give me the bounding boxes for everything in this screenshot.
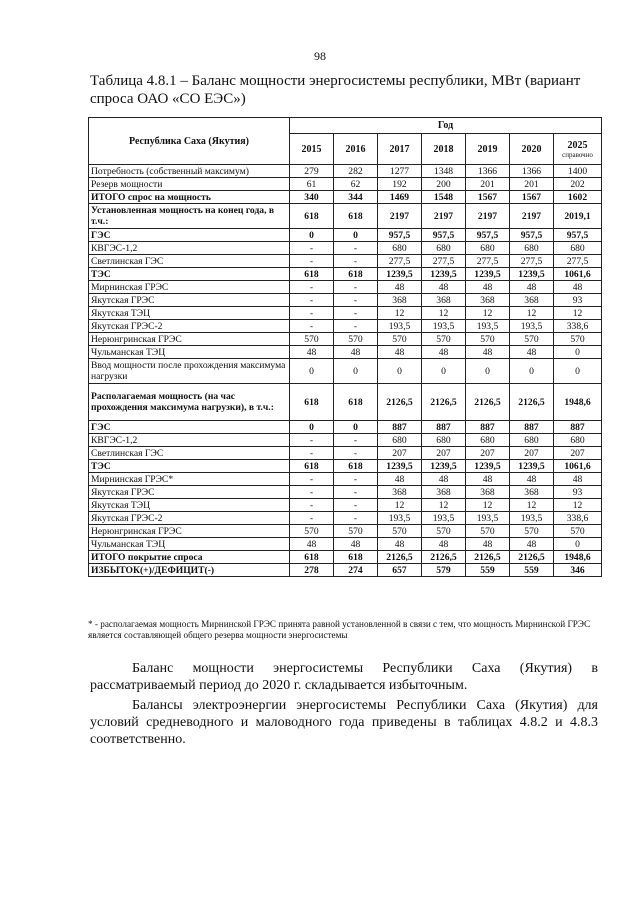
value-cell: 12 [378, 499, 422, 512]
table-row [89, 486, 602, 499]
value-cell: 12 [554, 307, 602, 320]
value-cell: 680 [422, 242, 466, 255]
value-cell: 277,5 [466, 255, 510, 268]
value-cell: 2126,5 [510, 384, 554, 421]
value-cell: 61 [290, 178, 334, 191]
table-row [89, 255, 602, 268]
value-cell: - [290, 320, 334, 333]
value-cell: 48 [422, 538, 466, 551]
value-cell: 570 [422, 525, 466, 538]
row-label: КВГЭС-1,2 [89, 434, 290, 447]
value-cell: 0 [554, 346, 602, 359]
year-header: 2019 [466, 134, 510, 165]
row-label: Якутская ТЭЦ [89, 307, 290, 320]
row-label: ГЭС [89, 421, 290, 434]
value-cell: - [290, 434, 334, 447]
value-cell: 93 [554, 486, 602, 499]
row-label: ИТОГО спрос на мощность [89, 191, 290, 204]
footnote: * - располагаемая мощность Мирнинской ГРЭС принята равной установленной в связи с тем, что мощность Мирнинской ГРЭС является составляющей общего резерва мощности энергосистемы [88, 619, 591, 640]
value-cell: 618 [334, 384, 378, 421]
table-row [89, 281, 602, 294]
row-label: Якутская ГРЭС-2 [89, 320, 290, 333]
value-cell: 48 [334, 346, 378, 359]
value-cell: 1567 [466, 191, 510, 204]
row-label: ТЭС [89, 268, 290, 281]
year-header: 2020 [510, 134, 554, 165]
value-cell: 570 [554, 525, 602, 538]
value-cell: 368 [466, 486, 510, 499]
value-cell: 2126,5 [422, 384, 466, 421]
value-cell: 193,5 [422, 512, 466, 525]
row-label: Светлинская ГЭС [89, 447, 290, 460]
value-cell: 1400 [554, 165, 602, 178]
value-cell: 2126,5 [422, 551, 466, 564]
table-row [89, 359, 602, 384]
power-balance-table [88, 117, 602, 577]
value-cell: 618 [290, 460, 334, 473]
value-cell: - [290, 294, 334, 307]
value-cell: 618 [290, 384, 334, 421]
value-cell: 346 [554, 564, 602, 577]
value-cell: 2126,5 [510, 551, 554, 564]
paragraph: Балансы электроэнергии энергосистемы Республики Саха (Якутия) для условий средневодного и маловодного года приведены в таблицах 4.8.2 и 4.8.3 соответственно. [90, 698, 598, 747]
value-cell: 680 [422, 434, 466, 447]
table-row [89, 242, 602, 255]
value-cell: - [334, 255, 378, 268]
table-row [89, 320, 602, 333]
table-row [89, 525, 602, 538]
year-label: 2025 [567, 139, 588, 151]
value-cell: 0 [378, 359, 422, 384]
value-cell: - [290, 281, 334, 294]
value-cell: 48 [378, 473, 422, 486]
value-cell: 570 [466, 525, 510, 538]
value-cell: 12 [510, 499, 554, 512]
value-cell: 570 [422, 333, 466, 346]
value-cell: 680 [510, 242, 554, 255]
value-cell: - [334, 447, 378, 460]
value-cell: 368 [422, 486, 466, 499]
value-cell: 618 [290, 204, 334, 229]
value-cell: 957,5 [554, 229, 602, 242]
value-cell: - [334, 473, 378, 486]
table-row [89, 499, 602, 512]
value-cell: 570 [378, 525, 422, 538]
value-cell: 2197 [466, 204, 510, 229]
value-cell: 200 [422, 178, 466, 191]
row-label: ИЗБЫТОК(+)/ДЕФИЦИТ(-) [89, 564, 290, 577]
value-cell: - [334, 281, 378, 294]
value-cell: 2197 [378, 204, 422, 229]
value-cell: 618 [334, 551, 378, 564]
value-cell: 192 [378, 178, 422, 191]
value-cell: 1277 [378, 165, 422, 178]
value-cell: 559 [510, 564, 554, 577]
value-cell: 193,5 [466, 512, 510, 525]
value-cell: 338,6 [554, 512, 602, 525]
value-cell: 1239,5 [510, 460, 554, 473]
value-cell: 957,5 [422, 229, 466, 242]
table-row [89, 434, 602, 447]
value-cell: 1548 [422, 191, 466, 204]
value-cell: 570 [466, 333, 510, 346]
table-row [89, 191, 602, 204]
value-cell: 0 [422, 359, 466, 384]
row-label: Якутская ГРЭС [89, 294, 290, 307]
value-cell: 570 [334, 333, 378, 346]
year-sublabel: справочно [562, 150, 593, 159]
value-cell: - [334, 307, 378, 320]
table-row [89, 551, 602, 564]
value-cell: 207 [554, 447, 602, 460]
value-cell: 0 [290, 359, 334, 384]
value-cell: 48 [510, 281, 554, 294]
value-cell: 570 [554, 333, 602, 346]
value-cell: 368 [510, 486, 554, 499]
value-cell: 680 [510, 434, 554, 447]
value-cell: 1061,6 [554, 460, 602, 473]
value-cell: 193,5 [378, 320, 422, 333]
value-cell: 48 [378, 281, 422, 294]
value-cell: 1239,5 [422, 268, 466, 281]
value-cell: 618 [334, 460, 378, 473]
table-title: Таблица 4.8.1 – Баланс мощности энергосистемы республики, МВт (вариант спроса ОАО «СО ЕЭС») [90, 73, 581, 107]
value-cell: 193,5 [510, 512, 554, 525]
table-row [89, 421, 602, 434]
year-header: 2018 [422, 134, 466, 165]
value-cell: 368 [422, 294, 466, 307]
value-cell: 277,5 [378, 255, 422, 268]
year-header [554, 134, 602, 165]
value-cell: 1239,5 [378, 460, 422, 473]
value-cell: 277,5 [554, 255, 602, 268]
row-label: КВГЭС-1,2 [89, 242, 290, 255]
value-cell: - [290, 447, 334, 460]
value-cell: 1948,6 [554, 551, 602, 564]
value-cell: 1602 [554, 191, 602, 204]
value-cell: 680 [554, 242, 602, 255]
value-cell: 48 [422, 473, 466, 486]
value-cell: 1366 [510, 165, 554, 178]
value-cell: - [334, 434, 378, 447]
value-cell: 957,5 [466, 229, 510, 242]
row-label: Светлинская ГЭС [89, 255, 290, 268]
row-label: Мирнинская ГРЭС [89, 281, 290, 294]
value-cell: 887 [422, 421, 466, 434]
value-cell: 338,6 [554, 320, 602, 333]
table-row [89, 165, 602, 178]
table-row [89, 229, 602, 242]
row-label: Нерюнгринская ГРЭС [89, 525, 290, 538]
value-cell: 193,5 [466, 320, 510, 333]
value-cell: 48 [510, 346, 554, 359]
value-cell: 207 [510, 447, 554, 460]
value-cell: 193,5 [422, 320, 466, 333]
value-cell: 2126,5 [378, 551, 422, 564]
year-header: 2017 [378, 134, 422, 165]
value-cell: 48 [466, 473, 510, 486]
value-cell: 618 [334, 268, 378, 281]
value-cell: 48 [554, 281, 602, 294]
value-cell: 2197 [510, 204, 554, 229]
value-cell: 282 [334, 165, 378, 178]
value-cell: 207 [422, 447, 466, 460]
table-row [89, 294, 602, 307]
value-cell: 0 [510, 359, 554, 384]
value-cell: 570 [378, 333, 422, 346]
value-cell: - [290, 499, 334, 512]
table-body [89, 165, 602, 577]
table-row [89, 204, 602, 229]
value-cell: 1239,5 [510, 268, 554, 281]
value-cell: 340 [290, 191, 334, 204]
value-cell: 570 [510, 333, 554, 346]
value-cell: 48 [290, 346, 334, 359]
value-cell: - [334, 486, 378, 499]
row-label: ТЭС [89, 460, 290, 473]
table-row [89, 512, 602, 525]
value-cell: 368 [510, 294, 554, 307]
value-cell: 2126,5 [466, 551, 510, 564]
value-cell: - [334, 512, 378, 525]
row-label: Якутская ГРЭС [89, 486, 290, 499]
value-cell: 48 [334, 538, 378, 551]
value-cell: 570 [290, 333, 334, 346]
value-cell: 1366 [466, 165, 510, 178]
value-cell: 48 [378, 538, 422, 551]
value-cell: 48 [422, 281, 466, 294]
value-cell: 368 [378, 294, 422, 307]
value-cell: 48 [422, 346, 466, 359]
value-cell: 207 [466, 447, 510, 460]
value-cell: - [290, 307, 334, 320]
value-cell: 2197 [422, 204, 466, 229]
value-cell: 277,5 [510, 255, 554, 268]
row-label: Якутская ТЭЦ [89, 499, 290, 512]
value-cell: 48 [378, 346, 422, 359]
value-cell: - [334, 294, 378, 307]
value-cell: 368 [378, 486, 422, 499]
value-cell: - [290, 486, 334, 499]
value-cell: 887 [554, 421, 602, 434]
year-header: 2016 [334, 134, 378, 165]
value-cell: 48 [554, 473, 602, 486]
table-row [89, 460, 602, 473]
value-cell: 1239,5 [378, 268, 422, 281]
table-row [89, 178, 602, 191]
value-cell: 344 [334, 191, 378, 204]
value-cell: 48 [466, 538, 510, 551]
table-row [89, 564, 602, 577]
value-cell: - [334, 242, 378, 255]
row-label: ГЭС [89, 229, 290, 242]
value-cell: 559 [466, 564, 510, 577]
value-cell: 0 [290, 229, 334, 242]
value-cell: 0 [554, 359, 602, 384]
value-cell: 2019,1 [554, 204, 602, 229]
table-row [89, 346, 602, 359]
value-cell: 1239,5 [466, 268, 510, 281]
value-cell: 680 [466, 434, 510, 447]
value-cell: 1948,6 [554, 384, 602, 421]
value-cell: 48 [466, 346, 510, 359]
row-label: Установленная мощность на конец года, в т.ч.: [89, 204, 290, 229]
value-cell: 201 [510, 178, 554, 191]
row-label: Мирнинская ГРЭС* [89, 473, 290, 486]
value-cell: 887 [378, 421, 422, 434]
value-cell: 12 [510, 307, 554, 320]
row-label: Якутская ГРЭС-2 [89, 512, 290, 525]
value-cell: 62 [334, 178, 378, 191]
value-cell: 0 [466, 359, 510, 384]
value-cell: 278 [290, 564, 334, 577]
value-cell: 570 [290, 525, 334, 538]
value-cell: - [290, 512, 334, 525]
table-row [89, 447, 602, 460]
value-cell: 1239,5 [422, 460, 466, 473]
row-label: Чульманская ТЭЦ [89, 538, 290, 551]
value-cell: 957,5 [378, 229, 422, 242]
year-group-header: Год [290, 118, 602, 134]
table-row [89, 268, 602, 281]
value-cell: 12 [466, 307, 510, 320]
value-cell: 12 [422, 307, 466, 320]
value-cell: 48 [290, 538, 334, 551]
row-label: Располагаемая мощность (на час прохождения максимума нагрузки), в т.ч.: [89, 384, 290, 421]
value-cell: 277,5 [422, 255, 466, 268]
table-row [89, 384, 602, 421]
year-header: 2015 [290, 134, 334, 165]
value-cell: 193,5 [378, 512, 422, 525]
row-header: Республика Саха (Якутия) [89, 118, 290, 165]
paragraph: Баланс мощности энергосистемы Республики Саха (Якутия) в рассматриваемый период до 2020 г. складывается избыточным. [90, 661, 598, 693]
row-label: Резерв мощности [89, 178, 290, 191]
value-cell: 12 [378, 307, 422, 320]
table-row [89, 333, 602, 346]
value-cell: 0 [334, 229, 378, 242]
value-cell: 12 [554, 499, 602, 512]
page-number: 98 [314, 49, 326, 63]
value-cell: - [290, 255, 334, 268]
value-cell: 1469 [378, 191, 422, 204]
value-cell: 657 [378, 564, 422, 577]
value-cell: 48 [510, 538, 554, 551]
value-cell: 680 [554, 434, 602, 447]
value-cell: 2126,5 [378, 384, 422, 421]
value-cell: - [334, 320, 378, 333]
value-cell: 2126,5 [466, 384, 510, 421]
value-cell: 207 [378, 447, 422, 460]
row-label: Нерюнгринская ГРЭС [89, 333, 290, 346]
value-cell: 618 [290, 268, 334, 281]
value-cell: 93 [554, 294, 602, 307]
value-cell: 957,5 [510, 229, 554, 242]
value-cell: 618 [290, 551, 334, 564]
value-cell: 368 [466, 294, 510, 307]
value-cell: 12 [422, 499, 466, 512]
value-cell: - [290, 242, 334, 255]
value-cell: - [290, 473, 334, 486]
value-cell: 570 [510, 525, 554, 538]
value-cell: 887 [510, 421, 554, 434]
value-cell: 1239,5 [466, 460, 510, 473]
value-cell: 202 [554, 178, 602, 191]
table-row [89, 307, 602, 320]
value-cell: 680 [378, 434, 422, 447]
value-cell: 618 [334, 204, 378, 229]
value-cell: 274 [334, 564, 378, 577]
value-cell: 0 [554, 538, 602, 551]
row-label: Потребность (собственный максимум) [89, 165, 290, 178]
value-cell: 680 [466, 242, 510, 255]
value-cell: 193,5 [510, 320, 554, 333]
value-cell: 12 [466, 499, 510, 512]
value-cell: 680 [378, 242, 422, 255]
row-label: Чульманская ТЭЦ [89, 346, 290, 359]
row-label: Ввод мощности после прохождения максимума нагрузки [89, 359, 290, 384]
value-cell: 579 [422, 564, 466, 577]
table-row [89, 473, 602, 486]
row-label: ИТОГО покрытие спроса [89, 551, 290, 564]
value-cell: - [334, 499, 378, 512]
value-cell: 1348 [422, 165, 466, 178]
value-cell: 0 [334, 421, 378, 434]
value-cell: 279 [290, 165, 334, 178]
value-cell: 201 [466, 178, 510, 191]
value-cell: 48 [510, 473, 554, 486]
value-cell: 887 [466, 421, 510, 434]
value-cell: 48 [466, 281, 510, 294]
value-cell: 1567 [510, 191, 554, 204]
value-cell: 1061,6 [554, 268, 602, 281]
table-row [89, 538, 602, 551]
value-cell: 570 [334, 525, 378, 538]
value-cell: 0 [290, 421, 334, 434]
value-cell: 0 [334, 359, 378, 384]
